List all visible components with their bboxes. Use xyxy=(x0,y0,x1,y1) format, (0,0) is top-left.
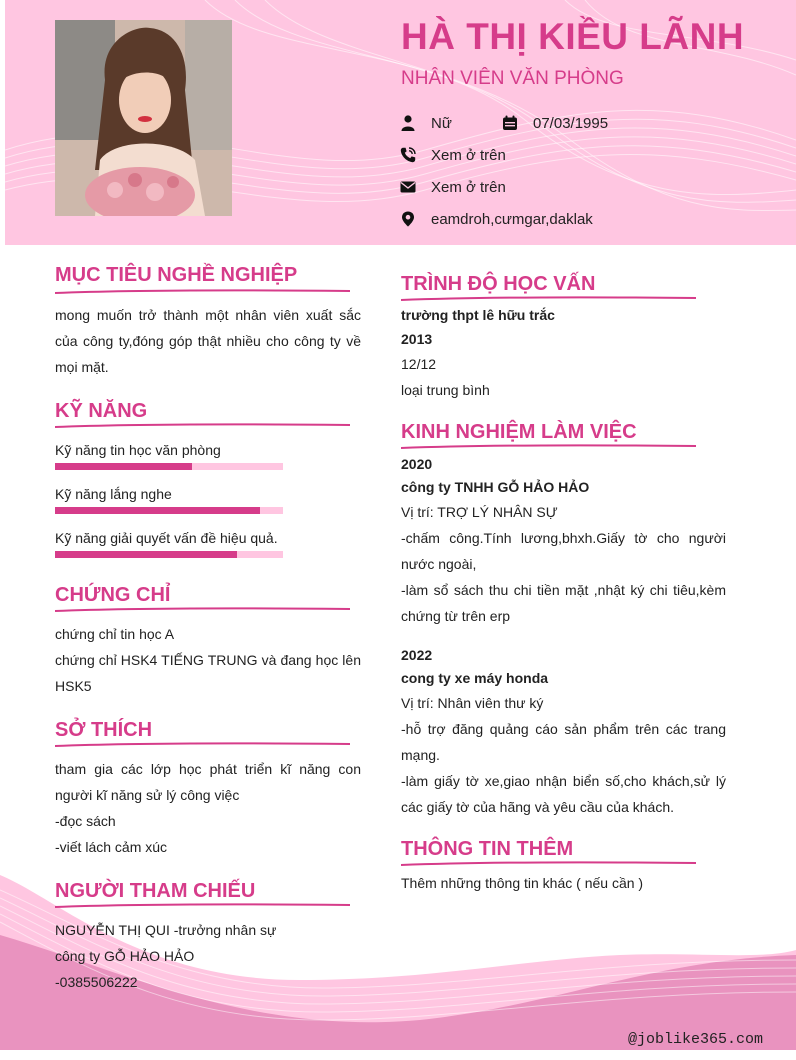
job-role: Vị trí: TRỢ LÝ NHÂN SỰ xyxy=(401,504,558,520)
hobbies-underline xyxy=(55,742,350,748)
address-row xyxy=(400,208,593,230)
candidate-name: HÀ THỊ KIỀU LÃNH xyxy=(401,16,745,57)
job-role: Vị trí: Nhân viên thư ký xyxy=(401,695,544,711)
phone-icon xyxy=(400,147,416,163)
skill-label: Kỹ năng lắng nghe xyxy=(55,486,172,502)
job-company: cong ty xe máy honda xyxy=(401,670,549,686)
birthday-value: 07/03/1995 xyxy=(533,114,609,132)
job-company: công ty TNHH GỖ HẢO HẢO xyxy=(401,479,590,495)
job-description: -làm sổ sách thu chi tiền mặt ,nhật ký chi tiêu,kèm chứng từ trên erp xyxy=(401,582,726,624)
skill-bar-fill xyxy=(55,507,260,514)
profile-photo xyxy=(55,20,232,216)
email-row xyxy=(400,176,506,198)
footer-website: @joblike365.com xyxy=(627,1031,763,1048)
job-description: -chấm công.Tính lương,bhxh.Giấy tờ cho người nước ngoài, xyxy=(401,530,726,572)
objective-text: mong muốn trở thành một nhân viên xuất sắc của công ty,đóng góp thật nhiều cho công ty về mọi mặt. xyxy=(55,307,361,375)
phone-row xyxy=(400,144,506,166)
job-description: -hỗ trợ đăng quảng cáo sản phẩm trên các trang mạng. xyxy=(401,721,726,763)
certificate-item: chứng chỉ tin học A xyxy=(55,626,175,642)
skill-label: Kỹ năng tin học văn phòng xyxy=(55,442,221,458)
education-underline xyxy=(401,296,696,302)
job-year: 2020 xyxy=(401,456,433,472)
gender-value: Nữ xyxy=(431,114,452,132)
skill-bar xyxy=(55,551,283,558)
hobby-item: -đọc sách xyxy=(55,813,116,829)
references-underline xyxy=(55,903,350,909)
hobbies-heading: SỞ THÍCH xyxy=(55,719,153,741)
education-school: trường thpt lê hữu trắc xyxy=(401,307,555,323)
education-grade: 12/12 xyxy=(401,356,437,372)
skills-underline xyxy=(55,423,350,429)
additional-info-heading: THÔNG TIN THÊM xyxy=(401,838,574,860)
job-description: -làm giấy tờ xe,giao nhận biển số,cho khách,sử lý các giấy tờ của hãng và yêu cầu của khách. xyxy=(401,773,726,815)
address-value: eamdroh,cưmgar,daklak xyxy=(431,210,593,228)
hobby-item: tham gia các lớp học phát triển kĩ năng con người kĩ năng sử lý công việc xyxy=(55,761,361,803)
skill-bar xyxy=(55,507,283,514)
job-position: NHÂN VIÊN VĂN PHÒNG xyxy=(401,68,624,89)
reference-company: công ty GỖ HẢO HẢO xyxy=(55,948,195,964)
skill-bar xyxy=(55,463,283,470)
job-year: 2022 xyxy=(401,647,433,663)
gender-row xyxy=(400,112,452,134)
certificates-underline xyxy=(55,607,350,613)
additional-info-underline xyxy=(401,861,696,867)
skill-label: Kỹ năng giải quyết vấn đề hiệu quả. xyxy=(55,530,278,546)
additional-info-text: Thêm những thông tin khác ( nếu cần ) xyxy=(401,875,644,891)
education-year: 2013 xyxy=(401,331,433,347)
skill-bar-fill xyxy=(55,551,237,558)
experience-underline xyxy=(401,444,696,450)
birthday-row xyxy=(502,112,608,134)
person-icon xyxy=(400,115,416,131)
calendar-icon xyxy=(502,115,518,131)
location-pin-icon xyxy=(400,211,416,227)
hobby-item: -viết lách cảm xúc xyxy=(55,839,168,855)
education-rank: loại trung bình xyxy=(401,382,490,398)
education-heading: TRÌNH ĐỘ HỌC VẤN xyxy=(401,273,596,295)
experience-heading: KINH NGHIỆM LÀM VIỆC xyxy=(401,421,637,443)
objective-underline xyxy=(55,289,350,295)
reference-phone: -0385506222 xyxy=(55,974,138,990)
certificate-item: chứng chỉ HSK4 TIẾNG TRUNG và đang học lên HSK5 xyxy=(55,652,361,694)
references-heading: NGƯỜI THAM CHIẾU xyxy=(55,880,256,902)
phone-value: Xem ở trên xyxy=(431,146,506,164)
objective-heading: MỤC TIÊU NGHỀ NGHIỆP xyxy=(55,264,298,286)
certificates-heading: CHỨNG CHỈ xyxy=(55,584,171,606)
reference-name: NGUYỄN THỊ QUI -trưởng nhân sự xyxy=(55,922,277,938)
skill-bar-fill xyxy=(55,463,192,470)
email-value: Xem ở trên xyxy=(431,178,506,196)
envelope-icon xyxy=(400,179,416,195)
skills-heading: KỸ NĂNG xyxy=(55,400,148,422)
